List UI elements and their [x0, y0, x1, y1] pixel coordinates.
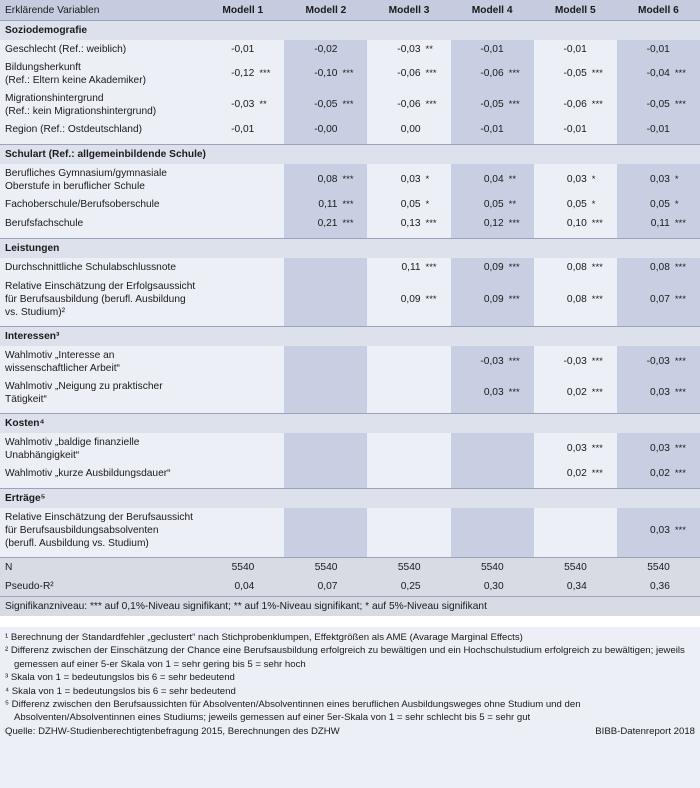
significance-cell: ***	[423, 214, 451, 233]
stat-value: 0,34	[534, 577, 589, 597]
coefficient-cell: -0,06	[534, 89, 589, 120]
variable-label	[0, 58, 201, 89]
significance-cell: ***	[672, 214, 700, 233]
significance-cell: *	[672, 195, 700, 214]
significance-cell: ***	[339, 164, 367, 195]
significance-cell	[256, 508, 284, 552]
coefficient-cell	[284, 346, 339, 377]
significance-cell: ***	[672, 346, 700, 377]
coefficient-cell: -0,06	[367, 58, 422, 89]
model-header: Modell 6	[617, 0, 700, 21]
significance-cell	[506, 433, 534, 464]
coefficient-cell	[451, 433, 506, 464]
variable-label-line: Fachoberschule/Berufsoberschule	[5, 199, 160, 210]
significance-cell	[256, 277, 284, 321]
table-row	[0, 195, 700, 214]
significance-cell: ***	[506, 214, 534, 233]
coefficient-cell: 0,03	[534, 433, 589, 464]
coefficient-cell	[367, 464, 422, 483]
stat-value: 5540	[451, 558, 506, 578]
coefficient-cell: 0,05	[617, 195, 672, 214]
coefficient-cell	[534, 508, 589, 552]
footnote: ³ Skala von 1 = bedeutungslos bis 6 = sehr bedeutend	[5, 672, 235, 684]
coefficient-cell	[367, 508, 422, 552]
significance-cell	[256, 433, 284, 464]
model-header: Modell 5	[534, 0, 617, 21]
stat-value: 5540	[201, 558, 256, 578]
section-header	[0, 145, 700, 165]
stat-row	[0, 577, 700, 597]
credit-text: BIBB-Datenreport 2018	[595, 725, 695, 737]
stat-pad	[423, 577, 451, 597]
significance-cell	[339, 464, 367, 483]
significance-cell	[589, 120, 617, 139]
significance-cell: ***	[672, 89, 700, 120]
significance-cell	[339, 433, 367, 464]
significance-cell: *	[672, 164, 700, 195]
coefficient-cell: -0,03	[617, 346, 672, 377]
variable-label-line: Unabhängigkeit“	[5, 449, 80, 461]
section-header	[0, 327, 700, 347]
table-header	[0, 0, 700, 21]
coefficient-cell: 0,02	[534, 377, 589, 408]
significance-cell: ***	[423, 89, 451, 120]
significance-cell: ***	[589, 377, 617, 408]
table-row	[0, 89, 700, 120]
coefficient-cell	[201, 508, 256, 552]
significance-cell	[506, 464, 534, 483]
coefficient-cell: 0,11	[617, 214, 672, 233]
variable-label-line: Region (Ref.: Ostdeutschland)	[5, 124, 143, 135]
stat-pad	[339, 577, 367, 597]
significance-cell: ***	[589, 214, 617, 233]
table-row	[0, 377, 700, 408]
coefficient-cell: -0,03	[201, 89, 256, 120]
significance-cell	[339, 346, 367, 377]
coefficient-cell: 0,13	[367, 214, 422, 233]
stat-pad	[506, 558, 534, 578]
coefficient-cell: 0,11	[367, 258, 422, 277]
variable-label-line: Tätigkeit“	[5, 393, 47, 405]
coefficient-cell: 0,05	[367, 195, 422, 214]
significance-cell: ***	[589, 464, 617, 483]
coefficient-cell: -0,05	[451, 89, 506, 120]
variable-label	[0, 89, 201, 120]
stat-value: 5540	[367, 558, 422, 578]
significance-cell: ***	[589, 58, 617, 89]
coefficient-cell	[201, 214, 256, 233]
coefficient-cell: -0,02	[284, 40, 339, 58]
significance-cell	[339, 40, 367, 58]
significance-cell: ***	[506, 377, 534, 408]
variables-header: Erklärende Variablen	[0, 0, 201, 21]
stat-row	[0, 558, 700, 578]
coefficient-cell: -0,12	[201, 58, 256, 89]
significance-cell	[256, 120, 284, 139]
significance-cell: ***	[672, 58, 700, 89]
coefficient-cell: 0,03	[367, 164, 422, 195]
significance-cell	[672, 40, 700, 58]
variable-label-line: (Ref.: kein Migrationshintergrund)	[5, 105, 157, 117]
coefficient-cell: 0,11	[284, 195, 339, 214]
variable-label-line: Wahlmotiv „kurze Ausbildungsdauer“	[5, 468, 171, 479]
stat-pad	[339, 558, 367, 578]
variable-label	[0, 346, 201, 377]
significance-cell: ***	[672, 377, 700, 408]
coefficient-cell: -0,01	[201, 120, 256, 139]
stat-pad	[423, 558, 451, 578]
coefficient-cell: -0,10	[284, 58, 339, 89]
significance-cell	[339, 120, 367, 139]
variable-label-line: für Berufsausbildung (berufl. Ausbildung	[5, 293, 186, 305]
significance-cell: *	[423, 195, 451, 214]
significance-cell	[256, 195, 284, 214]
variable-label-line: Berufliches Gymnasium/gymnasiale	[5, 167, 167, 179]
variable-label-line: Wahlmotiv „Interesse an	[5, 349, 115, 361]
footnote: ² Differenz zwischen der Einschätzung der Chance eine Berufsausbildung erfolgreich zu bewältigen und ein Hochschulstudium erfolgreich zu bewältigen; jeweils gemessen auf einer 5-er Skala von 1 = sehr gering bis 5 = sehr hoch	[5, 645, 685, 670]
significance-cell	[339, 508, 367, 552]
coefficient-cell: 0,10	[534, 214, 589, 233]
variable-label-line: vs. Studium)²	[5, 306, 66, 318]
significance-cell	[423, 120, 451, 139]
significance-cell	[256, 164, 284, 195]
source-text: Quelle: DZHW-Studienberechtigtenbefragung 2015, Berechnungen des DZHW	[5, 725, 340, 737]
stat-pad	[672, 558, 700, 578]
coefficient-cell: 0,08	[284, 164, 339, 195]
source-line	[5, 725, 695, 738]
stat-value: 0,36	[617, 577, 672, 597]
significance-cell	[423, 464, 451, 483]
coefficient-cell: -0,01	[534, 40, 589, 58]
significance-cell: *	[423, 164, 451, 195]
stat-label: Pseudo-R²	[0, 577, 201, 597]
significance-cell: ***	[256, 58, 284, 89]
significance-cell: ***	[339, 214, 367, 233]
coefficient-cell	[451, 464, 506, 483]
coefficient-cell: -0,01	[534, 120, 589, 139]
stat-value: 5540	[284, 558, 339, 578]
significance-cell: ***	[672, 258, 700, 277]
variable-label	[0, 258, 201, 277]
coefficient-cell: -0,04	[617, 58, 672, 89]
variable-label	[0, 277, 201, 321]
coefficient-cell: -0,01	[617, 40, 672, 58]
stat-pad	[506, 577, 534, 597]
significance-cell	[423, 433, 451, 464]
variable-label	[0, 464, 201, 483]
significance-cell: ***	[339, 89, 367, 120]
section-title: Erträge⁵	[0, 489, 700, 509]
coefficient-cell: -0,06	[451, 58, 506, 89]
significance-cell: ***	[589, 258, 617, 277]
stat-value: 0,07	[284, 577, 339, 597]
coefficient-cell: -0,03	[451, 346, 506, 377]
table-row	[0, 120, 700, 139]
model-header: Modell 2	[284, 0, 367, 21]
coefficient-cell: 0,08	[617, 258, 672, 277]
footnote: ¹ Berechnung der Standardfehler „geclustert“ nach Stichprobenklumpen, Effektgrößen als AME (Avarage Marginal Effects)	[5, 632, 523, 643]
significance-cell	[256, 464, 284, 483]
significance-cell	[423, 346, 451, 377]
significance-cell	[339, 277, 367, 321]
coefficient-cell: 0,21	[284, 214, 339, 233]
coefficient-cell: -0,01	[451, 120, 506, 139]
significance-cell: **	[506, 164, 534, 195]
coefficient-cell: 0,03	[534, 164, 589, 195]
variable-label-line: Wahlmotiv „Neigung zu praktischer	[5, 380, 163, 392]
table-row	[0, 433, 700, 464]
footnote: ⁵ Differenz zwischen den Berufsaussichten für Absolventen/Absolventinnen eines beruflichen Ausbildungsweges ohne Studium und den Absolventen/Absolventinnen eines Studiums; jeweils gemessen auf einer 5er-Skala von 1 = sehr schlecht bis 5 = sehr gut	[5, 699, 581, 724]
significance-cell	[589, 40, 617, 58]
coefficient-cell	[201, 258, 256, 277]
coefficient-cell: 0,08	[534, 258, 589, 277]
footnotes	[0, 627, 700, 788]
variable-label-line: Bildungsherkunft	[5, 61, 81, 73]
significance-cell	[423, 377, 451, 408]
coefficient-cell: -0,03	[367, 40, 422, 58]
section-header	[0, 21, 700, 41]
stat-pad	[589, 577, 617, 597]
table-row	[0, 508, 700, 552]
significance-cell	[256, 214, 284, 233]
significance-cell: ***	[589, 346, 617, 377]
significance-cell	[256, 377, 284, 408]
table-row	[0, 58, 700, 89]
coefficient-cell: 0,09	[451, 258, 506, 277]
table-row	[0, 346, 700, 377]
significance-note: Signifikanzniveau: *** auf 0,1%-Niveau signifikant; ** auf 1%-Niveau signifikant; * auf 5%-Niveau signifikant	[0, 597, 700, 617]
variable-label-line: Geschlecht (Ref.: weiblich)	[5, 43, 127, 55]
coefficient-cell: 0,05	[534, 195, 589, 214]
significance-cell: ***	[506, 58, 534, 89]
coefficient-cell: -0,05	[534, 58, 589, 89]
coefficient-cell: -0,01	[617, 120, 672, 139]
significance-cell	[256, 258, 284, 277]
coefficient-cell: 0,08	[534, 277, 589, 321]
significance-cell: **	[256, 89, 284, 120]
variable-label	[0, 377, 201, 408]
significance-cell: ***	[339, 58, 367, 89]
section-header	[0, 414, 700, 434]
table-row	[0, 258, 700, 277]
coefficient-cell: 0,03	[617, 164, 672, 195]
variable-label-line: Oberstufe in beruflicher Schule	[5, 180, 145, 192]
variable-label-line: Relative Einschätzung der Erfolgsaussicht	[5, 280, 196, 292]
coefficient-cell	[201, 377, 256, 408]
coefficient-cell	[201, 464, 256, 483]
coefficient-cell: -0,01	[201, 40, 256, 58]
coefficient-cell	[284, 377, 339, 408]
coefficient-cell	[284, 433, 339, 464]
coefficient-cell	[201, 346, 256, 377]
coefficient-cell: 0,03	[617, 377, 672, 408]
coefficient-cell: 0,07	[617, 277, 672, 321]
coefficient-cell	[367, 346, 422, 377]
coefficient-cell: 0,03	[617, 433, 672, 464]
section-title: Kosten⁴	[0, 414, 700, 434]
stat-value: 5540	[617, 558, 672, 578]
significance-cell: ***	[423, 258, 451, 277]
coefficient-cell: 0,09	[367, 277, 422, 321]
stat-pad	[256, 577, 284, 597]
coefficient-cell	[201, 277, 256, 321]
footnote: ⁴ Skala von 1 = bedeutungslos bis 6 = sehr bedeutend	[5, 685, 236, 697]
table-row	[0, 464, 700, 483]
table-row	[0, 277, 700, 321]
significance-cell: ***	[506, 89, 534, 120]
stat-value: 5540	[534, 558, 589, 578]
significance-cell: *	[589, 164, 617, 195]
coefficient-cell: 0,02	[534, 464, 589, 483]
significance-cell: ***	[589, 433, 617, 464]
variable-label-line: wissenschaftlicher Arbeit“	[5, 362, 120, 374]
variable-label-line: Relative Einschätzung der Berufsaussicht	[5, 511, 194, 523]
significance-cell: ***	[423, 277, 451, 321]
variable-label	[0, 120, 201, 139]
stat-value: 0,04	[201, 577, 256, 597]
coefficient-cell: -0,05	[617, 89, 672, 120]
coefficient-cell: 0,00	[367, 120, 422, 139]
stat-pad	[672, 577, 700, 597]
variable-label-line: Berufsfachschule	[5, 218, 84, 229]
variable-label	[0, 40, 201, 58]
variable-label	[0, 508, 201, 552]
coefficient-cell: 0,03	[451, 377, 506, 408]
significance-cell	[423, 508, 451, 552]
section-title: Soziodemografie	[0, 21, 700, 41]
significance-cell: ***	[589, 89, 617, 120]
coefficient-cell: -0,00	[284, 120, 339, 139]
variable-label-line: Wahlmotiv „baldige finanzielle	[5, 436, 140, 448]
significance-cell: ***	[672, 464, 700, 483]
significance-cell: **	[506, 195, 534, 214]
coefficient-cell: 0,02	[617, 464, 672, 483]
coefficient-cell: -0,01	[451, 40, 506, 58]
significance-cell	[256, 40, 284, 58]
table-row	[0, 214, 700, 233]
significance-cell: ***	[589, 277, 617, 321]
significance-cell: *	[589, 195, 617, 214]
significance-row	[0, 597, 700, 617]
coefficient-cell: 0,09	[451, 277, 506, 321]
coefficient-cell: 0,05	[451, 195, 506, 214]
significance-cell	[672, 120, 700, 139]
significance-cell	[506, 120, 534, 139]
stat-pad	[256, 558, 284, 578]
coefficient-cell	[201, 433, 256, 464]
table-row	[0, 164, 700, 195]
significance-cell: ***	[423, 58, 451, 89]
significance-cell: ***	[339, 195, 367, 214]
significance-cell: ***	[506, 258, 534, 277]
significance-cell: ***	[506, 277, 534, 321]
variable-label-line: für Berufsausbildungsabsolventen	[5, 524, 159, 536]
coefficient-cell	[284, 464, 339, 483]
coefficient-cell	[284, 277, 339, 321]
model-header: Modell 3	[367, 0, 450, 21]
significance-cell	[589, 508, 617, 552]
variable-label-line: Durchschnittliche Schulabschlussnote	[5, 262, 177, 273]
section-title: Leistungen	[0, 239, 700, 259]
model-header: Modell 1	[201, 0, 284, 21]
variable-label-line: Migrationshintergrund	[5, 92, 104, 104]
coefficient-cell	[367, 433, 422, 464]
significance-cell	[339, 258, 367, 277]
significance-cell: ***	[672, 508, 700, 552]
model-header: Modell 4	[451, 0, 534, 21]
coefficient-cell: 0,04	[451, 164, 506, 195]
coefficient-cell	[284, 508, 339, 552]
stat-label: N	[0, 558, 201, 578]
coefficient-cell	[367, 377, 422, 408]
significance-cell	[339, 377, 367, 408]
significance-cell: ***	[672, 277, 700, 321]
coefficient-cell	[201, 164, 256, 195]
significance-cell	[506, 508, 534, 552]
variable-label-line: (berufl. Ausbildung vs. Studium)	[5, 537, 149, 549]
significance-cell	[506, 40, 534, 58]
coefficient-cell: -0,06	[367, 89, 422, 120]
variable-label	[0, 195, 201, 214]
significance-cell	[256, 346, 284, 377]
table-row	[0, 40, 700, 58]
section-title: Interessen³	[0, 327, 700, 347]
stat-pad	[589, 558, 617, 578]
coefficient-cell: -0,05	[284, 89, 339, 120]
variable-label	[0, 164, 201, 195]
variable-label-line: (Ref.: Eltern keine Akademiker)	[5, 74, 146, 86]
coefficient-cell: 0,12	[451, 214, 506, 233]
stat-value: 0,25	[367, 577, 422, 597]
significance-cell: ***	[506, 346, 534, 377]
significance-cell: ***	[672, 433, 700, 464]
variable-label	[0, 214, 201, 233]
coefficient-cell	[451, 508, 506, 552]
coefficient-cell	[284, 258, 339, 277]
stat-value: 0,30	[451, 577, 506, 597]
variable-label	[0, 433, 201, 464]
coefficient-cell: 0,03	[617, 508, 672, 552]
section-title: Schulart (Ref.: allgemeinbildende Schule)	[0, 145, 700, 165]
significance-cell: **	[423, 40, 451, 58]
coefficient-cell: -0,03	[534, 346, 589, 377]
coefficient-cell	[201, 195, 256, 214]
section-header	[0, 239, 700, 259]
section-header	[0, 489, 700, 509]
